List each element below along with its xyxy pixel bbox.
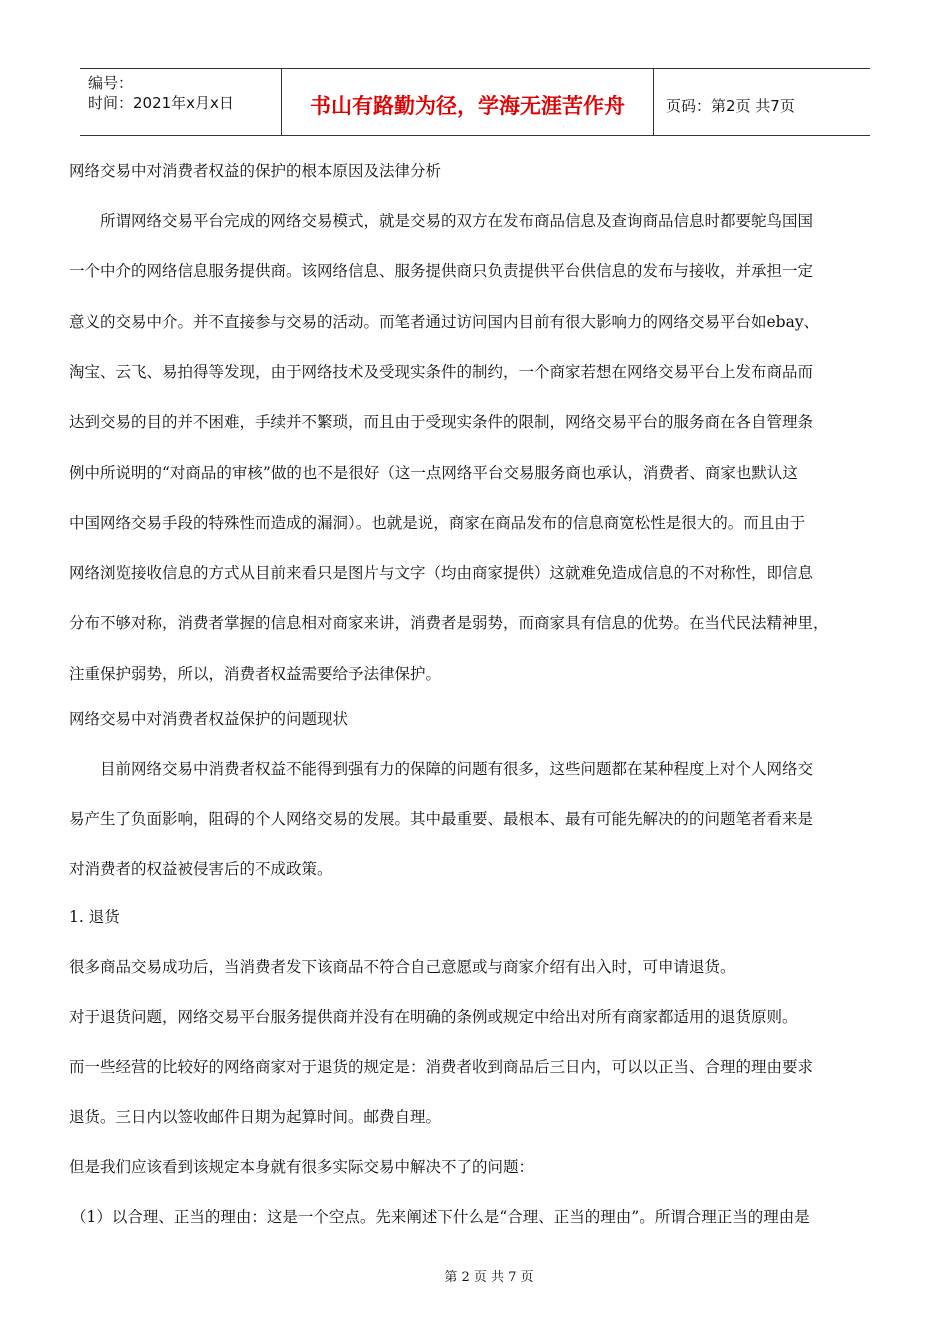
paragraph-line: 所谓网络交易平台完成的网络交易模式，就是交易的双方在发布商品信息及查询商品信息时都要鸵鸟国国: [100, 212, 814, 230]
paragraph-line: 而一些经营的比较好的网络商家对于退货的规定是：消费者收到商品后三日内，可以以正当、合理的理由要求: [69, 1058, 814, 1076]
paragraph-line: 淘宝、云飞、易拍得等发现，由于网络技术及受现实条件的制约，一个商家若想在网络交易平台上发布商品而: [69, 363, 814, 381]
paragraph-line: 分布不够对称，消费者掌握的信息相对商家来讲，消费者是弱势，而商家具有信息的优势。在当代民法精神里，: [69, 614, 829, 632]
header-meta: [80, 69, 282, 135]
paragraph-line: 一个中介的网络信息服务提供商。该网络信息、服务提供商只负责提供平台供信息的发布与接收，并承担一定: [69, 262, 814, 280]
paragraph-line: 网络浏览接收信息的方式从目前来看只是图片与文字（均由商家提供）这就难免造成信息的不对称性，即信息: [69, 564, 814, 582]
header-page-info: 页码：第2页 共7页: [666, 96, 795, 115]
paragraph-line: 易产生了负面影响，阻碍的个人网络交易的发展。其中最重要、最根本、最有可能先解决的的问题笔者看来是: [69, 810, 814, 828]
page-footer: 第 2 页 共 7 页: [444, 1270, 534, 1285]
paragraph-line: 目前网络交易中消费者权益不能得到强有力的保障的问题有很多，这些问题都在某种程度上对个人网络交: [100, 760, 814, 778]
list-heading: 1. 退货: [69, 908, 120, 926]
section-heading: 网络交易中对消费者权益保护的问题现状: [69, 710, 349, 728]
section-heading: 网络交易中对消费者权益的保护的根本原因及法律分析: [69, 162, 442, 180]
paragraph-line: 中国网络交易手段的特殊性而造成的漏洞）。也就是说，商家在商品发布的信息商宽松性是很大的。而且由于: [69, 514, 806, 532]
document-header: [80, 68, 870, 136]
document-number: 编号：: [88, 74, 134, 92]
paragraph-line: 例中所说明的“对商品的审核”做的也不是很好（这一点网络平台交易服务商也承认，消费者、商家也默认这: [69, 464, 798, 482]
paragraph-line: 对于退货问题，网络交易平台服务提供商并没有在明确的条例或规定中给出对所有商家都适用的退货原则。: [69, 1008, 798, 1026]
paragraph-line: 注重保护弱势，所以，消费者权益需要给予法律保护。: [69, 665, 442, 683]
paragraph-line: 很多商品交易成功后，当消费者发下该商品不符合自己意愿或与商家介绍有出入时，可申请退货。: [69, 958, 736, 976]
paragraph-line: 对消费者的权益被侵害后的不成政策。: [69, 860, 333, 878]
paragraph-line: 达到交易的目的并不困难，手续并不繁琐，而且由于受现实条件的限制，网络交易平台的服务商在各自管理条: [69, 413, 814, 431]
paragraph-line: 退货。三日内以签收邮件日期为起算时间。邮费自理。: [69, 1108, 442, 1126]
paragraph-line: 但是我们应该看到该规定本身就有很多实际交易中解决不了的问题：: [69, 1158, 535, 1176]
document-time: 时间：2021年x月x日: [88, 94, 234, 112]
paragraph-line: 意义的交易中介。并不直接参与交易的活动。而笔者通过访问国内目前有很大影响力的网络交易平台如ebay、: [69, 313, 820, 331]
paragraph-line: （1）以合理、正当的理由：这是一个空点。先来阐述下什么是“合理、正当的理由”。所谓合理正当的理由是: [71, 1208, 810, 1226]
header-motto: 书山有路勤为径，学海无涯苦作舟: [282, 69, 654, 135]
